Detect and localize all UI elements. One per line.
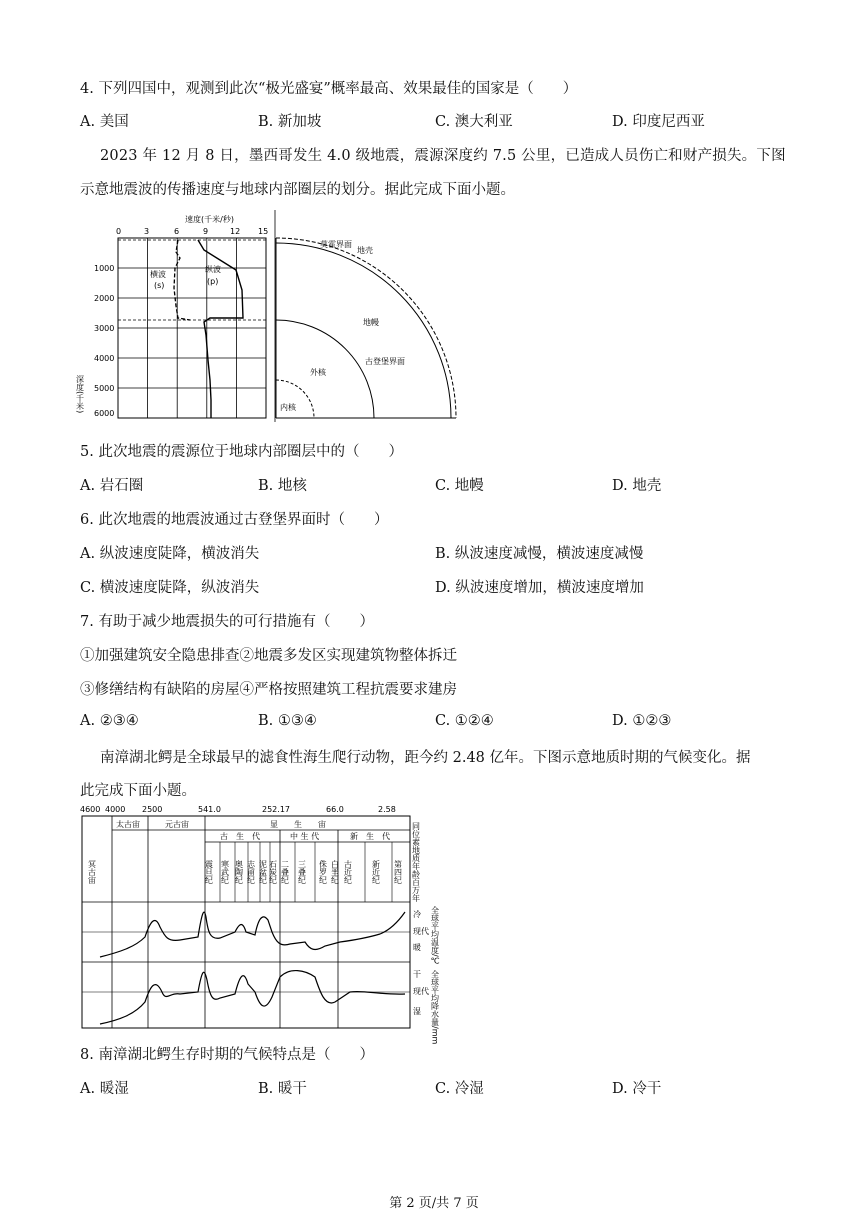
seismic-wave-figure: [75, 210, 460, 425]
q5-stem: 5. 此次地震的震源位于地球内部圈层中的（ ）: [80, 444, 403, 460]
q5-option-c: C. 地幔: [435, 478, 484, 494]
q5-option-d: D. 地壳: [612, 478, 662, 494]
age-label: 66.0: [326, 805, 344, 814]
q4-stem: 4. 下列四国中，观测到此次“极光盛宴”概率最高、效果最佳的国家是（ ）: [80, 81, 578, 97]
q7-item2: ③修缮结构有缺陷的房屋④严格按照建筑工程抗震要求建房: [80, 682, 457, 698]
q6-option-d: D. 纵波速度增加，横波速度增加: [435, 580, 644, 596]
period-label: 三叠纪: [297, 860, 307, 884]
eon-label: 元古宙: [165, 820, 189, 829]
page-footer: 第 2 页/共 7 页: [389, 1196, 479, 1211]
age-label: 2.58: [378, 805, 396, 814]
q5-option-b: B. 地核: [258, 478, 307, 494]
period-label: 第四纪: [393, 860, 403, 884]
precipitation-axis-label: 全球平均降水量/mm: [430, 970, 440, 1045]
q8-option-d: D. 冷干: [612, 1081, 662, 1097]
period-label: 泥盆纪: [258, 860, 268, 884]
q4-option-a: A. 美国: [80, 114, 129, 130]
intro2-line2: 此完成下面小题。: [80, 783, 196, 799]
dry-label: 干: [413, 970, 421, 979]
q7-option-d: D. ①②③: [612, 713, 672, 729]
gutenberg-label: 古登堡界面: [365, 357, 405, 366]
speed-tick: 6: [174, 227, 180, 236]
eon-label: 冥古宙: [87, 860, 97, 884]
eon-label: 太古宙: [116, 820, 140, 829]
period-label: 新近纪: [371, 860, 381, 884]
inner-core-label: 内核: [280, 403, 296, 412]
depth-axis-label: 深度(千米): [75, 375, 85, 414]
intro1-line2: 示意地震波的传播速度与地球内部圈层的划分。据此完成下面小题。: [80, 182, 515, 198]
s-wave-label: 横波: [150, 270, 166, 279]
q5-option-a: A. 岩石圈: [80, 478, 144, 494]
q7-option-c: C. ①②④: [435, 713, 494, 729]
period-label: 志留纪: [246, 860, 256, 884]
precipitation-curve: [100, 971, 405, 1024]
q8-option-c: C. 冷湿: [435, 1081, 484, 1097]
speed-axis-title: 速度(千米/秒): [185, 215, 234, 224]
right-label-top: 同位素地质年龄百万年: [411, 822, 421, 902]
q6-stem: 6. 此次地震的地震波通过古登堡界面时（ ）: [80, 512, 389, 528]
era-label: 新 生 代: [350, 832, 390, 841]
era-label: 古 生 代: [220, 832, 260, 841]
q8-option-a: A. 暖湿: [80, 1081, 129, 1097]
period-label: 寒武纪: [220, 860, 230, 884]
q7-stem: 7. 有助于减少地震损失的可行措施有（ ）: [80, 614, 374, 630]
speed-tick: 3: [144, 227, 150, 236]
period-label: 古近纪: [343, 860, 353, 884]
depth-tick: 2000: [94, 294, 115, 303]
outer-core-label: 外核: [310, 368, 326, 377]
period-label: 震旦纪: [204, 860, 214, 884]
depth-tick: 1000: [94, 264, 115, 273]
eon-label: 显 生 宙: [270, 820, 326, 829]
era-label: 中 生 代: [290, 832, 320, 841]
mantle-label: 地幔: [363, 318, 379, 327]
temperature-axis-label: 全球平均温度/℃: [430, 906, 440, 966]
age-label: 252.17: [262, 805, 290, 814]
depth-tick: 3000: [94, 324, 115, 333]
depth-tick: 4000: [94, 354, 115, 363]
age-label: 4000: [105, 805, 126, 814]
modern-label: 现代: [413, 927, 429, 936]
period-label: 二叠纪: [280, 860, 290, 884]
q4-option-d: D. 印度尼西亚: [612, 114, 705, 130]
q6-option-b: B. 纵波速度减慢，横波速度减慢: [435, 546, 644, 562]
q6-option-c: C. 横波速度陡降，纵波消失: [80, 580, 260, 596]
intro1-line1: 2023 年 12 月 8 日，墨西哥发生 4.0 级地震，震源深度约 7.5 公里，已造成人员伤亡和财产损失。下图: [100, 148, 786, 164]
period-label: 石炭纪: [268, 860, 278, 884]
q7-option-a: A. ②③④: [80, 713, 139, 729]
depth-tick: 5000: [94, 384, 115, 393]
speed-tick: 9: [203, 227, 209, 236]
period-label: 奥陶纪: [234, 860, 244, 884]
q7-option-b: B. ①③④: [258, 713, 317, 729]
intro2-line1: 南漳湖北鳄是全球最早的滤食性海生爬行动物，距今约 2.48 亿年。下图示意地质时期的气候变化。据: [100, 750, 751, 766]
q8-stem: 8. 南漳湖北鳄生存时期的气候特点是（ ）: [80, 1047, 374, 1063]
period-label: 侏罗纪: [318, 860, 328, 884]
s-wave-curve: [174, 240, 190, 320]
q8-option-b: B. 暖干: [258, 1081, 307, 1097]
age-label: 2500: [142, 805, 163, 814]
depth-tick: 6000: [94, 409, 115, 418]
temperature-curve: [100, 912, 405, 957]
age-label: 4600: [80, 805, 101, 814]
speed-tick: 12: [230, 227, 241, 236]
q7-item1: ①加强建筑安全隐患排查②地震多发区实现建筑物整体拆迁: [80, 648, 457, 664]
age-label: 541.0: [198, 805, 221, 814]
q6-option-a: A. 纵波速度陡降，横波消失: [80, 546, 260, 562]
p-wave-label: 纵波: [205, 265, 221, 274]
earth-structure-diagram: [275, 210, 456, 422]
s-wave-sublabel: (s): [154, 281, 165, 290]
wet-label: 湿: [413, 1007, 421, 1016]
period-label: 白垩纪: [330, 860, 340, 884]
warm-label: 暖: [413, 943, 421, 952]
p-wave-sublabel: (p): [207, 277, 219, 286]
speed-tick: 15: [258, 227, 269, 236]
q4-option-c: C. 澳大利亚: [435, 114, 513, 130]
wave-speed-chart: [76, 214, 269, 418]
cold-label: 冷: [413, 910, 421, 919]
geologic-climate-figure: [80, 802, 450, 1045]
q4-option-b: B. 新加坡: [258, 114, 322, 130]
moho-label: 莫霍界面: [320, 240, 352, 249]
modern-label: 现代: [413, 987, 429, 996]
speed-tick: 0: [116, 227, 122, 236]
crust-label: 地壳: [357, 246, 373, 255]
